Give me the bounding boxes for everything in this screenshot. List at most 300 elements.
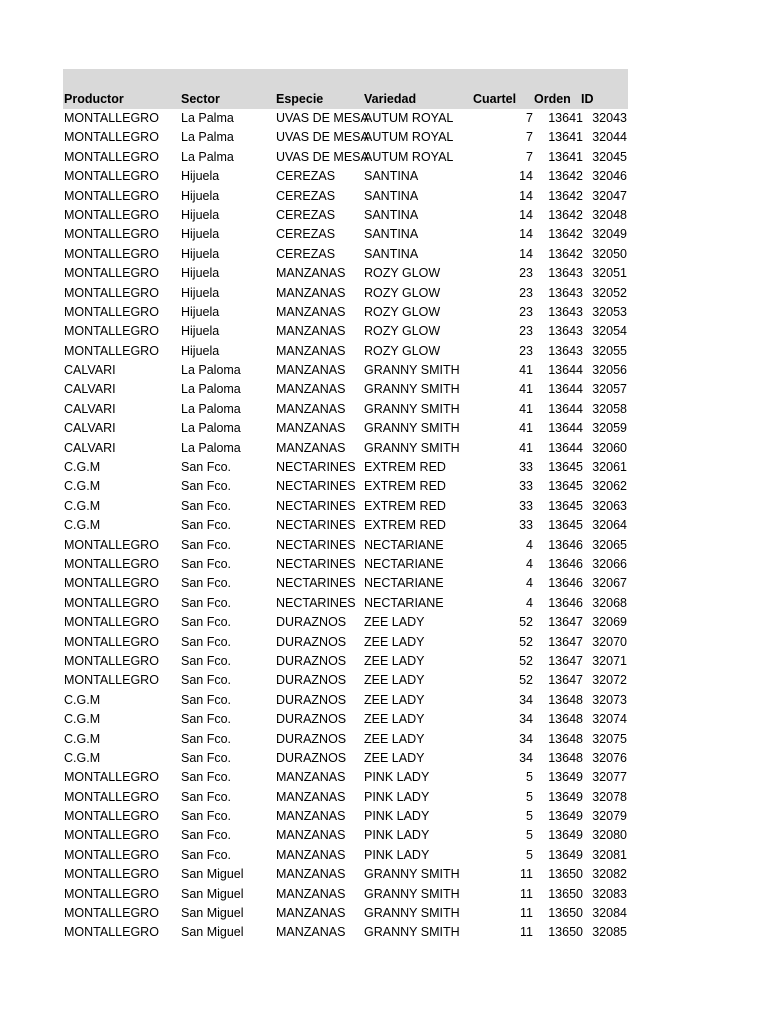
- cell-especie: MANZANAS: [276, 363, 346, 378]
- cell-especie: NECTARINES: [276, 556, 356, 571]
- cell-orden: 13642: [548, 188, 583, 203]
- cell-sector: San Fco.: [181, 479, 232, 494]
- cell-productor: MONTALLEGRO: [64, 828, 159, 843]
- cell-productor: MONTALLEGRO: [64, 789, 159, 804]
- cell-productor: C.G.M: [64, 518, 101, 533]
- table-row: [63, 885, 628, 904]
- cell-variedad: SANTINA: [364, 188, 419, 203]
- cell-sector: La Paloma: [181, 363, 241, 378]
- cell-especie: MANZANAS: [276, 789, 346, 804]
- table-row: [63, 303, 628, 322]
- cell-orden: 13646: [548, 537, 583, 552]
- cell-orden: 13643: [548, 324, 583, 339]
- cell-id: 32079: [592, 809, 627, 824]
- table-row: [63, 148, 628, 167]
- cell-especie: CEREZAS: [276, 207, 336, 222]
- cell-especie: MANZANAS: [276, 304, 346, 319]
- cell-id: 32077: [592, 770, 627, 785]
- cell-variedad: ROZY GLOW: [364, 343, 441, 358]
- cell-orden: 13649: [548, 809, 583, 824]
- cell-sector: Hijuela: [181, 304, 220, 319]
- cell-cuartel: 23: [519, 304, 533, 319]
- cell-productor: MONTALLEGRO: [64, 285, 159, 300]
- cell-variedad: ZEE LADY: [364, 712, 425, 727]
- cell-orden: 13647: [548, 615, 583, 630]
- cell-especie: NECTARINES: [276, 537, 356, 552]
- cell-id: 32085: [592, 925, 627, 940]
- cell-cuartel: 4: [526, 576, 533, 591]
- cell-cuartel: 4: [526, 537, 533, 552]
- cell-especie: NECTARINES: [276, 479, 356, 494]
- table-row: [63, 361, 628, 380]
- cell-productor: MONTALLEGRO: [64, 130, 159, 145]
- cell-variedad: ZEE LADY: [364, 615, 425, 630]
- header-id: ID: [581, 92, 594, 106]
- cell-orden: 13646: [548, 576, 583, 591]
- cell-sector: San Fco.: [181, 673, 232, 688]
- cell-especie: UVAS DE MESA: [276, 111, 369, 125]
- table-row: [63, 865, 628, 884]
- cell-sector: La Paloma: [181, 440, 241, 455]
- table-row: [63, 749, 628, 768]
- cell-cuartel: 52: [519, 673, 533, 688]
- cell-orden: 13644: [548, 421, 583, 436]
- table-row: [63, 633, 628, 652]
- cell-especie: MANZANAS: [276, 382, 346, 397]
- cell-variedad: AUTUM ROYAL: [364, 130, 454, 145]
- cell-orden: 13648: [548, 731, 583, 746]
- cell-id: 32056: [592, 363, 627, 378]
- cell-cuartel: 11: [520, 925, 533, 940]
- header-cuartel: Cuartel: [473, 92, 517, 106]
- cell-orden: 13646: [548, 595, 583, 610]
- table-row: [63, 187, 628, 206]
- cell-orden: 13641: [548, 130, 583, 145]
- header-orden: Orden: [534, 92, 571, 106]
- cell-variedad: ZEE LADY: [364, 634, 425, 649]
- cell-productor: MONTALLEGRO: [64, 673, 159, 688]
- cell-cuartel: 33: [519, 498, 533, 513]
- cell-cuartel: 41: [519, 440, 533, 455]
- cell-variedad: GRANNY SMITH: [364, 906, 460, 921]
- cell-especie: MANZANAS: [276, 809, 346, 824]
- cell-productor: MONTALLEGRO: [64, 111, 159, 125]
- cell-productor: MONTALLEGRO: [64, 867, 159, 882]
- cell-productor: MONTALLEGRO: [64, 653, 159, 668]
- cell-sector: Hijuela: [181, 246, 220, 261]
- cell-productor: C.G.M: [64, 750, 101, 765]
- cell-orden: 13643: [548, 304, 583, 319]
- cell-productor: MONTALLEGRO: [64, 634, 159, 649]
- cell-orden: 13649: [548, 770, 583, 785]
- cell-especie: DURAZNOS: [276, 750, 347, 765]
- cell-id: 32059: [592, 421, 627, 436]
- cell-id: 32065: [592, 537, 627, 552]
- cell-cuartel: 41: [519, 363, 533, 378]
- cell-id: 32057: [592, 382, 627, 397]
- cell-orden: 13647: [548, 634, 583, 649]
- cell-especie: DURAZNOS: [276, 712, 347, 727]
- table-row: [63, 128, 628, 147]
- cell-orden: 13650: [548, 867, 583, 882]
- cell-cuartel: 52: [519, 634, 533, 649]
- table-row: [63, 807, 628, 826]
- cell-especie: UVAS DE MESA: [276, 149, 369, 164]
- cell-cuartel: 5: [526, 828, 533, 843]
- cell-sector: San Fco.: [181, 576, 232, 591]
- cell-id: 32071: [592, 653, 627, 668]
- cell-orden: 13645: [548, 479, 583, 494]
- cell-especie: MANZANAS: [276, 266, 346, 281]
- table-row: [63, 497, 628, 516]
- cell-variedad: GRANNY SMITH: [364, 363, 460, 378]
- cell-productor: MONTALLEGRO: [64, 906, 159, 921]
- cell-variedad: SANTINA: [364, 227, 419, 242]
- cell-sector: Hijuela: [181, 227, 220, 242]
- cell-cuartel: 33: [519, 460, 533, 475]
- cell-id: 32067: [592, 576, 627, 591]
- cell-orden: 13648: [548, 750, 583, 765]
- cell-cuartel: 5: [526, 789, 533, 804]
- cell-sector: San Miguel: [181, 867, 244, 882]
- cell-orden: 13645: [548, 460, 583, 475]
- cell-id: 32058: [592, 401, 627, 416]
- cell-variedad: GRANNY SMITH: [364, 925, 460, 940]
- table-row: [63, 594, 628, 613]
- cell-variedad: PINK LADY: [364, 809, 430, 824]
- cell-especie: MANZANAS: [276, 440, 346, 455]
- cell-id: 32054: [592, 324, 627, 339]
- cell-orden: 13642: [548, 169, 583, 184]
- cell-orden: 13645: [548, 518, 583, 533]
- cell-variedad: NECTARIANE: [364, 576, 444, 591]
- table-row: [63, 768, 628, 787]
- table-row: [63, 555, 628, 574]
- cell-variedad: SANTINA: [364, 207, 419, 222]
- header-row: [63, 69, 628, 109]
- cell-especie: CEREZAS: [276, 169, 336, 184]
- table-row: [63, 652, 628, 671]
- cell-id: 32064: [592, 518, 627, 533]
- cell-orden: 13641: [548, 111, 583, 125]
- cell-orden: 13649: [548, 789, 583, 804]
- cell-sector: San Fco.: [181, 460, 232, 475]
- cell-especie: MANZANAS: [276, 925, 346, 940]
- cell-variedad: PINK LADY: [364, 828, 430, 843]
- cell-id: 32055: [592, 343, 627, 358]
- cell-variedad: ROZY GLOW: [364, 304, 441, 319]
- cell-id: 32048: [592, 207, 627, 222]
- cell-cuartel: 41: [519, 382, 533, 397]
- cell-cuartel: 33: [519, 479, 533, 494]
- cell-cuartel: 11: [520, 886, 533, 901]
- table-row: [63, 477, 628, 496]
- cell-id: 32052: [592, 285, 627, 300]
- table-row: [63, 264, 628, 283]
- cell-cuartel: 14: [519, 246, 533, 261]
- cell-especie: UVAS DE MESA: [276, 130, 369, 145]
- table-row: [63, 730, 628, 749]
- cell-sector: Hijuela: [181, 324, 220, 339]
- table-row: [63, 671, 628, 690]
- cell-id: 32080: [592, 828, 627, 843]
- cell-id: 32047: [592, 188, 627, 203]
- cell-variedad: GRANNY SMITH: [364, 401, 460, 416]
- cell-orden: 13646: [548, 556, 583, 571]
- cell-productor: MONTALLEGRO: [64, 324, 159, 339]
- cell-productor: MONTALLEGRO: [64, 615, 159, 630]
- cell-id: 32045: [592, 149, 627, 164]
- cell-cuartel: 23: [519, 324, 533, 339]
- cell-sector: La Paloma: [181, 421, 241, 436]
- table-row: [63, 904, 628, 923]
- cell-variedad: ZEE LADY: [364, 673, 425, 688]
- cell-id: 32046: [592, 169, 627, 184]
- table-row: [63, 788, 628, 807]
- cell-orden: 13650: [548, 886, 583, 901]
- cell-especie: DURAZNOS: [276, 653, 347, 668]
- cell-cuartel: 7: [526, 149, 533, 164]
- header-especie: Especie: [276, 92, 324, 106]
- cell-cuartel: 14: [519, 188, 533, 203]
- cell-variedad: SANTINA: [364, 169, 419, 184]
- cell-especie: DURAZNOS: [276, 692, 347, 707]
- cell-productor: CALVARI: [64, 382, 116, 397]
- cell-sector: La Paloma: [181, 382, 241, 397]
- cell-id: 32060: [592, 440, 627, 455]
- cell-cuartel: 14: [519, 227, 533, 242]
- table-row: [63, 439, 628, 458]
- cell-sector: San Fco.: [181, 498, 232, 513]
- cell-id: 32051: [592, 266, 627, 281]
- table-row: [63, 380, 628, 399]
- cell-productor: MONTALLEGRO: [64, 246, 159, 261]
- cell-productor: MONTALLEGRO: [64, 537, 159, 552]
- table-row: [63, 322, 628, 341]
- cell-sector: La Palma: [181, 111, 234, 125]
- cell-especie: CEREZAS: [276, 246, 336, 261]
- cell-id: 32074: [592, 712, 627, 727]
- cell-variedad: EXTREM RED: [364, 460, 446, 475]
- cell-cuartel: 4: [526, 556, 533, 571]
- table-row: [63, 826, 628, 845]
- cell-id: 32044: [592, 130, 627, 145]
- cell-cuartel: 23: [519, 285, 533, 300]
- cell-variedad: PINK LADY: [364, 847, 430, 862]
- table-row: [63, 613, 628, 632]
- cell-cuartel: 33: [519, 518, 533, 533]
- cell-id: 32083: [592, 886, 627, 901]
- cell-especie: MANZANAS: [276, 285, 346, 300]
- cell-sector: San Fco.: [181, 712, 232, 727]
- cell-productor: MONTALLEGRO: [64, 847, 159, 862]
- table-row: [63, 109, 628, 128]
- table-body: [63, 109, 628, 943]
- header-sector: Sector: [181, 92, 220, 106]
- cell-productor: CALVARI: [64, 440, 116, 455]
- cell-productor: MONTALLEGRO: [64, 886, 159, 901]
- table-row: [63, 245, 628, 264]
- cell-especie: MANZANAS: [276, 828, 346, 843]
- cell-productor: MONTALLEGRO: [64, 556, 159, 571]
- cell-sector: San Miguel: [181, 906, 244, 921]
- cell-cuartel: 14: [519, 207, 533, 222]
- cell-especie: NECTARINES: [276, 576, 356, 591]
- cell-especie: MANZANAS: [276, 886, 346, 901]
- cell-especie: MANZANAS: [276, 401, 346, 416]
- cell-orden: 13643: [548, 285, 583, 300]
- cell-cuartel: 23: [519, 343, 533, 358]
- cell-id: 32082: [592, 867, 627, 882]
- cell-sector: San Fco.: [181, 556, 232, 571]
- cell-cuartel: 5: [526, 847, 533, 862]
- cell-variedad: EXTREM RED: [364, 518, 446, 533]
- spreadsheet-table: [63, 69, 628, 943]
- cell-sector: San Miguel: [181, 925, 244, 940]
- cell-id: 32070: [592, 634, 627, 649]
- cell-sector: La Palma: [181, 149, 234, 164]
- cell-id: 32069: [592, 615, 627, 630]
- cell-sector: San Fco.: [181, 692, 232, 707]
- header-productor: Productor: [64, 92, 124, 106]
- cell-id: 32078: [592, 789, 627, 804]
- cell-productor: MONTALLEGRO: [64, 266, 159, 281]
- cell-sector: Hijuela: [181, 169, 220, 184]
- cell-productor: MONTALLEGRO: [64, 227, 159, 242]
- cell-orden: 13644: [548, 382, 583, 397]
- cell-orden: 13648: [548, 692, 583, 707]
- cell-especie: DURAZNOS: [276, 673, 347, 688]
- cell-productor: MONTALLEGRO: [64, 188, 159, 203]
- cell-orden: 13648: [548, 712, 583, 727]
- cell-sector: Hijuela: [181, 266, 220, 281]
- table-row: [63, 167, 628, 186]
- table-row: [63, 225, 628, 244]
- cell-sector: Hijuela: [181, 343, 220, 358]
- cell-especie: CEREZAS: [276, 227, 336, 242]
- table-row: [63, 419, 628, 438]
- cell-id: 32062: [592, 479, 627, 494]
- cell-productor: MONTALLEGRO: [64, 595, 159, 610]
- cell-id: 32061: [592, 460, 627, 475]
- cell-productor: MONTALLEGRO: [64, 770, 159, 785]
- cell-orden: 13647: [548, 653, 583, 668]
- cell-especie: DURAZNOS: [276, 634, 347, 649]
- cell-id: 32050: [592, 246, 627, 261]
- cell-productor: C.G.M: [64, 479, 101, 494]
- cell-id: 32049: [592, 227, 627, 242]
- cell-id: 32081: [592, 847, 627, 862]
- cell-cuartel: 34: [519, 731, 533, 746]
- cell-cuartel: 7: [526, 130, 533, 145]
- cell-orden: 13650: [548, 906, 583, 921]
- cell-cuartel: 34: [519, 692, 533, 707]
- cell-id: 32066: [592, 556, 627, 571]
- cell-orden: 13644: [548, 440, 583, 455]
- cell-variedad: NECTARIANE: [364, 556, 444, 571]
- cell-variedad: ROZY GLOW: [364, 266, 441, 281]
- cell-sector: San Fco.: [181, 809, 232, 824]
- cell-productor: C.G.M: [64, 692, 101, 707]
- cell-productor: MONTALLEGRO: [64, 149, 159, 164]
- cell-variedad: PINK LADY: [364, 770, 430, 785]
- table-row: [63, 284, 628, 303]
- cell-productor: C.G.M: [64, 460, 101, 475]
- cell-especie: DURAZNOS: [276, 731, 347, 746]
- cell-sector: San Fco.: [181, 537, 232, 552]
- cell-productor: MONTALLEGRO: [64, 304, 159, 319]
- cell-variedad: ZEE LADY: [364, 731, 425, 746]
- cell-sector: Hijuela: [181, 285, 220, 300]
- cell-orden: 13642: [548, 227, 583, 242]
- cell-sector: San Fco.: [181, 615, 232, 630]
- cell-productor: MONTALLEGRO: [64, 169, 159, 184]
- cell-sector: San Fco.: [181, 770, 232, 785]
- cell-sector: San Fco.: [181, 518, 232, 533]
- cell-orden: 13647: [548, 673, 583, 688]
- cell-orden: 13642: [548, 246, 583, 261]
- cell-variedad: ZEE LADY: [364, 653, 425, 668]
- table-row: [63, 574, 628, 593]
- cell-variedad: PINK LADY: [364, 789, 430, 804]
- cell-orden: 13650: [548, 925, 583, 940]
- cell-orden: 13644: [548, 363, 583, 378]
- cell-sector: San Fco.: [181, 789, 232, 804]
- cell-id: 32075: [592, 731, 627, 746]
- table-row: [63, 458, 628, 477]
- cell-sector: San Fco.: [181, 595, 232, 610]
- cell-cuartel: 7: [526, 111, 533, 125]
- cell-sector: San Fco.: [181, 847, 232, 862]
- cell-id: 32063: [592, 498, 627, 513]
- cell-id: 32053: [592, 304, 627, 319]
- cell-variedad: EXTREM RED: [364, 479, 446, 494]
- cell-orden: 13649: [548, 847, 583, 862]
- cell-especie: MANZANAS: [276, 770, 346, 785]
- cell-cuartel: 34: [519, 750, 533, 765]
- cell-variedad: ZEE LADY: [364, 692, 425, 707]
- cell-variedad: ZEE LADY: [364, 750, 425, 765]
- cell-sector: La Palma: [181, 130, 234, 145]
- cell-productor: CALVARI: [64, 421, 116, 436]
- table-row: [63, 691, 628, 710]
- cell-sector: San Fco.: [181, 731, 232, 746]
- cell-especie: CEREZAS: [276, 188, 336, 203]
- cell-especie: MANZANAS: [276, 906, 346, 921]
- cell-id: 32072: [592, 673, 627, 688]
- cell-variedad: AUTUM ROYAL: [364, 149, 454, 164]
- cell-cuartel: 5: [526, 809, 533, 824]
- header-variedad: Variedad: [364, 92, 417, 106]
- cell-productor: MONTALLEGRO: [64, 576, 159, 591]
- cell-sector: San Fco.: [181, 634, 232, 649]
- cell-sector: San Miguel: [181, 886, 244, 901]
- cell-cuartel: 11: [520, 867, 533, 882]
- cell-orden: 13641: [548, 149, 583, 164]
- cell-cuartel: 11: [520, 906, 533, 921]
- cell-orden: 13643: [548, 266, 583, 281]
- cell-productor: C.G.M: [64, 712, 101, 727]
- cell-productor: MONTALLEGRO: [64, 809, 159, 824]
- cell-especie: MANZANAS: [276, 343, 346, 358]
- cell-especie: NECTARINES: [276, 498, 356, 513]
- cell-especie: MANZANAS: [276, 847, 346, 862]
- cell-cuartel: 14: [519, 169, 533, 184]
- cell-sector: Hijuela: [181, 188, 220, 203]
- cell-orden: 13643: [548, 343, 583, 358]
- cell-variedad: ROZY GLOW: [364, 324, 441, 339]
- cell-sector: Hijuela: [181, 207, 220, 222]
